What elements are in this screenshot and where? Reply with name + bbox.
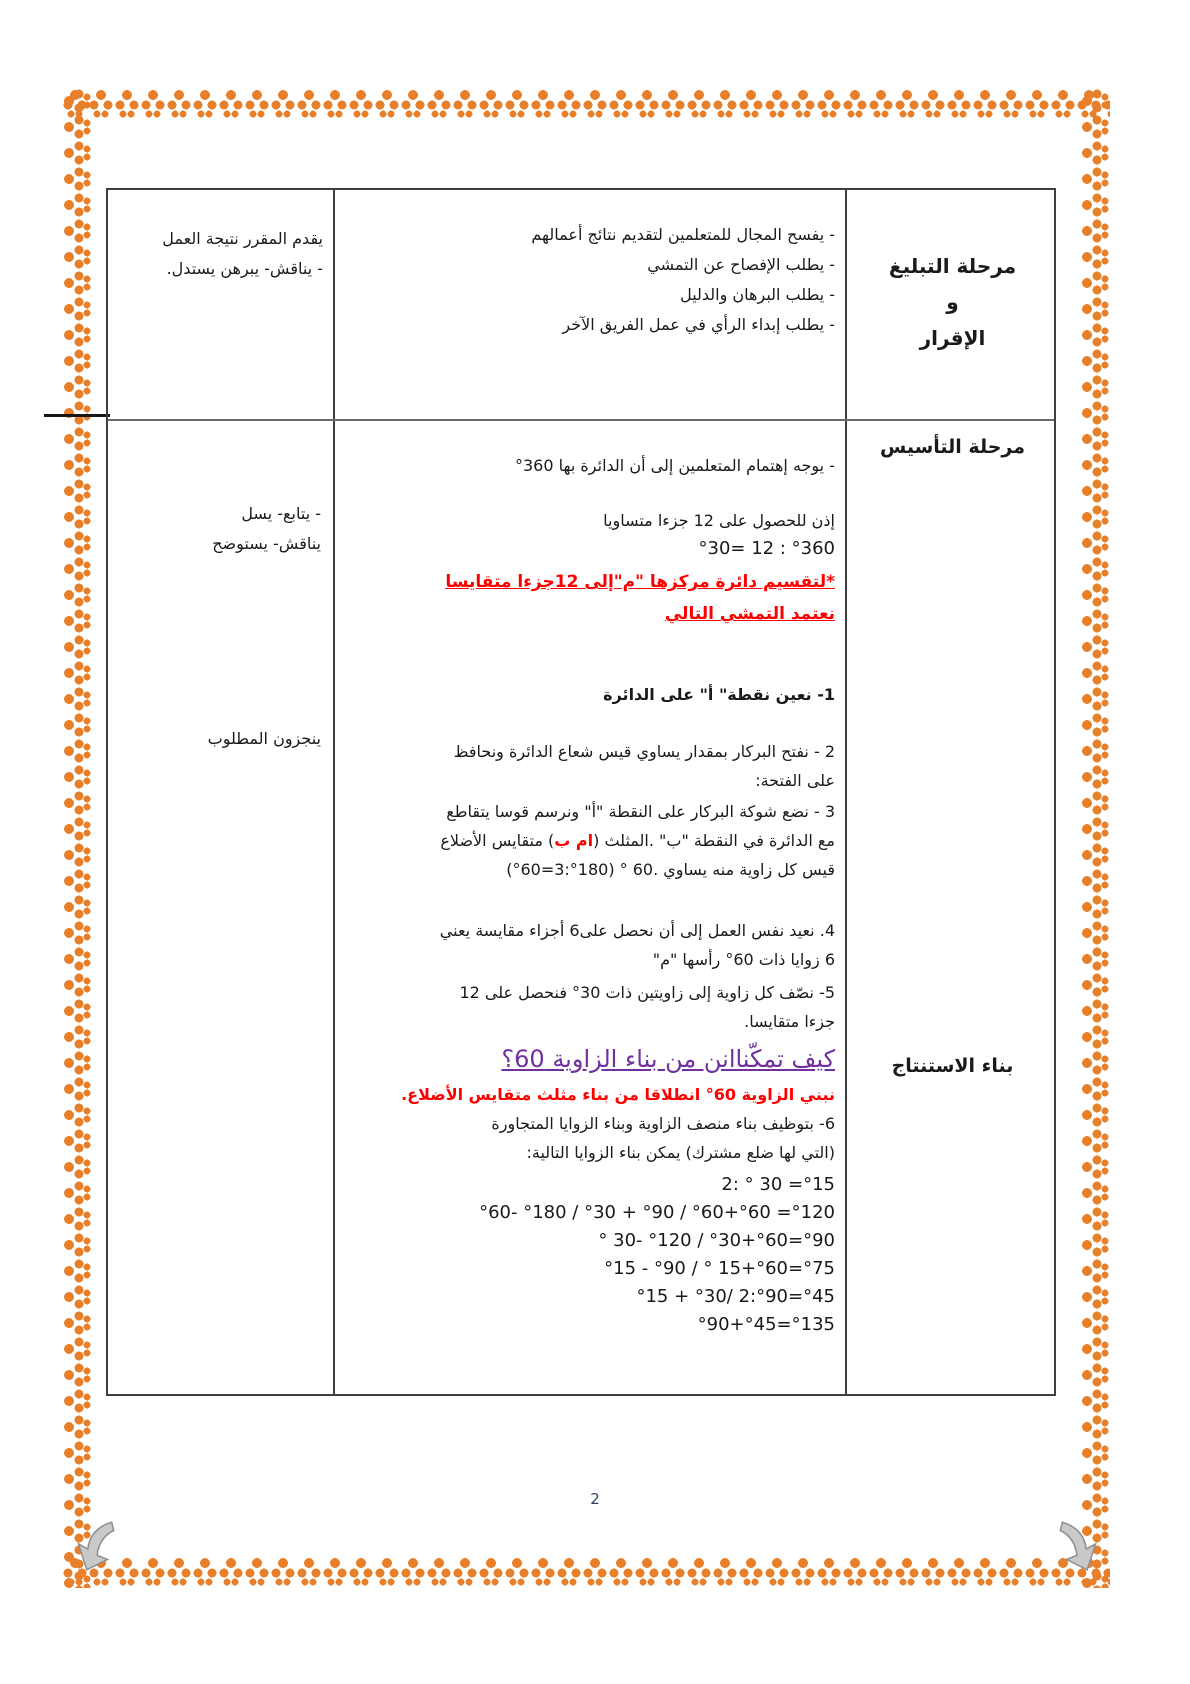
step-3-highlight: ام ب [554, 831, 594, 850]
angle-equation: 2: ° 30 =°15 [721, 1174, 835, 1195]
teacher-action-line: - يفسح المجال للمتعلمين لتقديم نتائج أعمالهم [531, 225, 835, 244]
angle-equation: °15 - °90 / ° 15+°60=°75 [604, 1258, 835, 1279]
step-3-text: مع الدائرة في النقطة "ب" .المثلث ( [593, 831, 835, 850]
step-4-line: 6 زوايا ذات 60° رأسها "م" [652, 950, 835, 969]
division-equation: °30= 12 : °360 [698, 538, 835, 559]
division-line: إذن للحصول على 12 جزءا متساويا [603, 511, 835, 530]
step-3-equation: (°60=3:°180) [506, 860, 615, 879]
learner-observe-line: يناقش- يستوضح [212, 534, 321, 553]
learner-work-line: ينجزون المطلوب [207, 729, 321, 748]
step-3-line: 3 - نضع شوكة البركار على النقطة "أ" ونرسم قوسا يتقاطع [446, 802, 835, 821]
learner-activity-cell [108, 421, 333, 1398]
step-6-line: (التي لها ضلع مشترك) يمكن بناء الزوايا التالية: [526, 1143, 835, 1162]
teacher-action-line: - يطلب الإفصاح عن التمشي [647, 255, 835, 274]
stage-title-conclusion: بناء الاستنتاج [891, 1055, 1014, 1077]
angle-equation: °60- °180 / °30 + °90 / °60+°60 =°120 [479, 1202, 835, 1223]
goal-line-red: *لتقسيم دائرة مركزها "م"إلى 12جزءا متقايسا [445, 572, 835, 592]
stage-title-line: و [946, 290, 959, 314]
intro-line: - يوجه إهتمام المتعلمين إلى أن الدائرة بها 360° [515, 456, 835, 475]
learner-actions-cell [108, 190, 333, 419]
row-divider-extension-line [44, 414, 110, 417]
learner-action-line: - يناقش- يبرهن يستدل. [166, 259, 323, 278]
step-3-line [345, 855, 835, 884]
step-2-line: على الفتحة: [755, 771, 835, 790]
goal-line-red: نعتمد التمشي التالي [664, 604, 835, 624]
step-5-line: 5- نصّف كل زاوية إلى زاويتين ذات 30° فنحصل على 12 [459, 983, 835, 1002]
teacher-actions-cell [335, 190, 845, 419]
page-number: 2 [590, 1490, 600, 1508]
step-3-line [345, 826, 835, 855]
angle-equation: °90+°45=°135 [697, 1314, 835, 1335]
ornament-border-bottom [62, 1556, 1110, 1586]
teacher-action-line: - يطلب البرهان والدليل [680, 285, 835, 304]
step-3-text: قيس كل زاوية منه يساوي .60 ° [614, 860, 835, 879]
ornament-border-left [62, 88, 92, 1588]
step-1-line: 1- نعين نقطة" أ" على الدائرة [603, 685, 835, 704]
teacher-action-line: - يطلب إبداء الرأي في عمل الفريق الآخر [562, 315, 835, 334]
stage-title-line: الإقرار [919, 326, 986, 350]
stage-title-line: مرحلة التبليغ [888, 254, 1017, 278]
angle-equation: ° 30- °120 / °30+°60=°90 [598, 1230, 835, 1251]
ornament-border-top [62, 88, 1110, 118]
step-4-line: 4. نعيد نفس العمل إلى أن نحصل على6 أجزاء مقايسة يعني [439, 921, 835, 940]
step-5-line: جزءا متقايسا. [744, 1012, 835, 1031]
lesson-plan-table [106, 188, 1056, 1396]
procedure-cell [335, 421, 845, 1398]
angle-equation: °15 + °30/ 2:°90=°45 [636, 1286, 835, 1307]
question-heading: كيف تمكّناانن من بناء الزاوية 60؟ [501, 1045, 835, 1073]
step-6-line: 6- بتوظيف بناء منصف الزاوية وبناء الزوايا المتجاورة [491, 1114, 835, 1133]
step-3-text: ) متقايس الأضلاع [440, 831, 555, 850]
step-2-line: 2 - نفتح البركار بمقدار يساوي قيس شعاع الدائرة ونحافظ [453, 742, 835, 761]
learner-observe-lines [108, 499, 321, 559]
answer-line-red: نبني الزاوية 60° انطلاقا من بناء مثلث متقايس الأضلاع. [401, 1085, 835, 1104]
learner-action-line: يقدم المقرر نتيجة العمل [162, 229, 323, 248]
stage-cell-founding [847, 421, 1058, 1398]
stage-cell-reporting [847, 190, 1058, 419]
learner-observe-line: - يتابع- يسل [241, 504, 321, 523]
page-curl-arrow-icon [70, 1516, 116, 1576]
page-curl-arrow-icon [1058, 1516, 1104, 1576]
ornament-border-right [1080, 88, 1110, 1588]
stage-title-founding: مرحلة التأسيس [879, 436, 1025, 458]
